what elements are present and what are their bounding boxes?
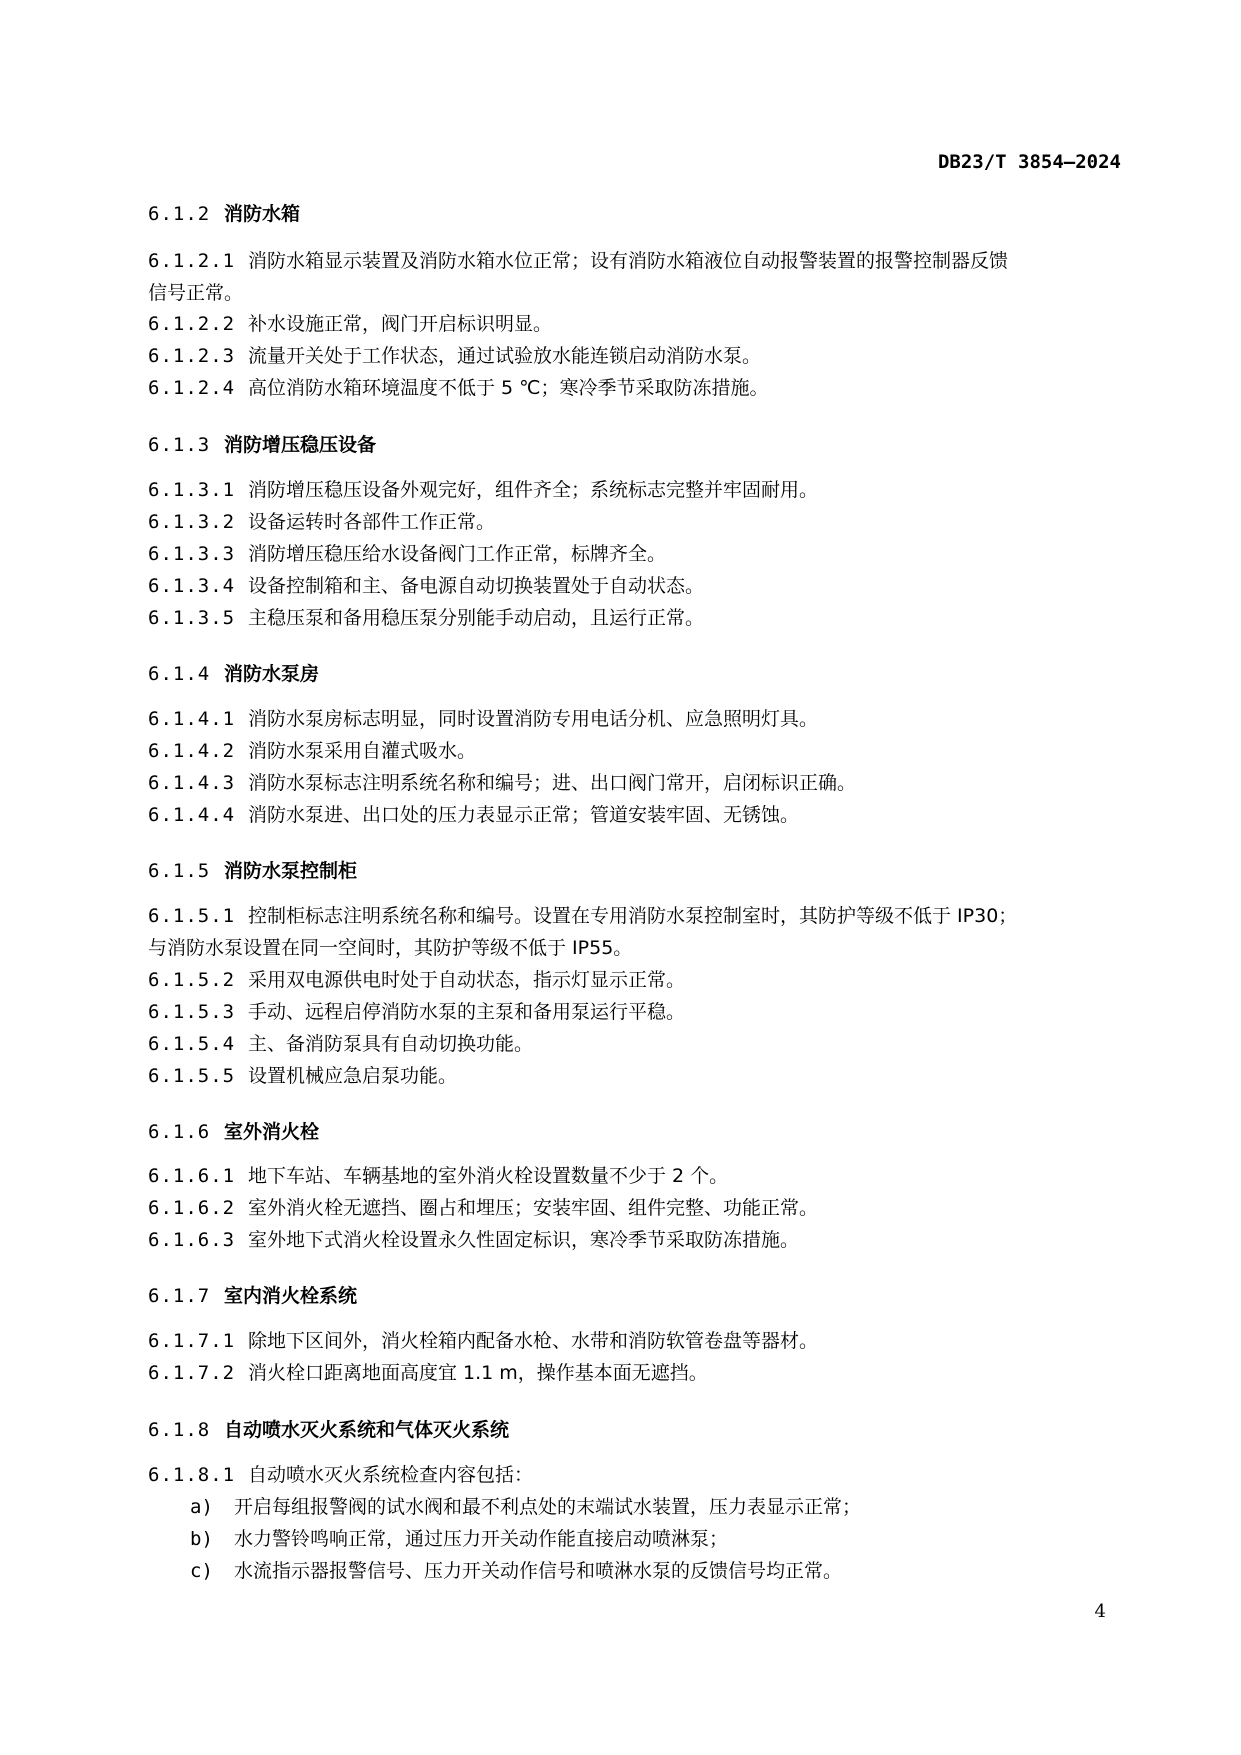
- list-marker: b): [190, 1528, 213, 1550]
- clause-text: 消防水泵房标志明显，同时设置消防专用电话分机、应急照明灯具。: [248, 708, 819, 730]
- clause-6-1-6-1: [148, 1160, 1121, 1192]
- clause-text: 室外地下式消火栓设置永久性固定标识，寒冷季节采取防冻措施。: [248, 1229, 800, 1251]
- clause-number: 6.1.5.5: [148, 1065, 236, 1087]
- section-title: 室内消火栓系统: [224, 1285, 358, 1307]
- clause-text: 除地下区间外，消火栓箱内配备水枪、水带和消防软管卷盘等器材。: [248, 1330, 819, 1352]
- clause-6-1-3-4: [148, 570, 1121, 602]
- clause-6-1-4-3: [148, 767, 1121, 799]
- clause-text-line1: 控制柜标志注明系统名称和编号。设置在专用消防水泵控制室时，其防护等级不低于 IP30；: [248, 905, 1018, 927]
- clause-number: 6.1.6.3: [148, 1229, 236, 1251]
- section-title: 消防水泵房: [224, 663, 320, 685]
- clause-6-1-5-3: [148, 996, 1121, 1028]
- clause-text: 自动喷水灭火系统检查内容包括：: [248, 1464, 534, 1486]
- clause-text: 设备运转时各部件工作正常。: [248, 511, 496, 533]
- clause-number: 6.1.5.2: [148, 969, 236, 991]
- clause-6-1-6-3: [148, 1224, 1121, 1256]
- section-heading-6-1-3: [148, 430, 376, 457]
- list-marker: c): [190, 1560, 213, 1582]
- list-item-c: [190, 1555, 842, 1587]
- clause-text: 地下车站、车辆基地的室外消火栓设置数量不少于 2 个。: [248, 1165, 729, 1187]
- clause-6-1-2-1-continued: [148, 277, 1121, 309]
- clause-text: 消防增压稳压给水设备阀门工作正常，标牌齐全。: [248, 543, 667, 565]
- clause-6-1-4-2: [148, 735, 1121, 767]
- clause-number: 6.1.3.2: [148, 511, 236, 533]
- clause-number: 6.1.6.1: [148, 1165, 236, 1187]
- clause-number: 6.1.8.1: [148, 1464, 236, 1486]
- page-number: 4: [1094, 1601, 1106, 1622]
- clause-text: 室外消火栓无遮挡、圈占和埋压；安装牢固、组件完整、功能正常。: [248, 1197, 819, 1219]
- clause-6-1-2-2: [148, 308, 1121, 340]
- section-title: 消防增压稳压设备: [224, 434, 377, 456]
- clause-6-1-3-5: [148, 602, 1121, 634]
- clause-number: 6.1.4.2: [148, 740, 236, 762]
- clause-number: 6.1.3.4: [148, 575, 236, 597]
- section-heading-6-1-8: [148, 1415, 509, 1442]
- clause-number: 6.1.7.1: [148, 1330, 236, 1352]
- clause-number: 6.1.7.2: [148, 1362, 236, 1384]
- clause-text: 消防水泵标志注明系统名称和编号；进、出口阀门常开，启闭标识正确。: [248, 772, 857, 794]
- section-heading-6-1-2: [148, 199, 300, 226]
- clause-text: 主、备消防泵具有自动切换功能。: [248, 1033, 534, 1055]
- clause-number: 6.1.3.5: [148, 607, 236, 629]
- clause-text: 设置机械应急启泵功能。: [248, 1065, 458, 1087]
- list-marker: a): [190, 1496, 213, 1518]
- section-number: 6.1.5: [148, 860, 211, 882]
- clause-6-1-5-2: [148, 964, 1121, 996]
- section-title: 自动喷水灭火系统和气体灭火系统: [224, 1419, 510, 1441]
- list-item-text: 开启每组报警阀的试水阀和最不利点处的末端试水装置，压力表显示正常；: [234, 1496, 862, 1518]
- clause-number: 6.1.2.3: [148, 345, 236, 367]
- list-item-text: 水力警铃鸣响正常，通过压力开关动作能直接启动喷淋泵；: [234, 1528, 729, 1550]
- section-number: 6.1.7: [148, 1285, 211, 1307]
- document-code: DB23/T 3854—2024: [937, 151, 1121, 173]
- clause-6-1-7-1: [148, 1325, 1121, 1357]
- clause-6-1-5-1: [148, 900, 1121, 932]
- clause-6-1-3-2: [148, 506, 1121, 538]
- clause-text: 消火栓口距离地面高度宜 1.1 m，操作基本面无遮挡。: [248, 1362, 708, 1384]
- clause-6-1-2-4: [148, 372, 1121, 404]
- section-title: 消防水箱: [224, 203, 301, 225]
- clause-number: 6.1.2.2: [148, 313, 236, 335]
- clause-text: 流量开关处于工作状态，通过试验放水能连锁启动消防水泵。: [248, 345, 762, 367]
- clause-text: 消防水泵进、出口处的压力表显示正常；管道安装牢固、无锈蚀。: [248, 804, 800, 826]
- clause-text: 高位消防水箱环境温度不低于 5 ℃；寒冷季节采取防冻措施。: [248, 377, 769, 399]
- clause-number: 6.1.5.1: [148, 905, 236, 927]
- clause-number: 6.1.2.4: [148, 377, 236, 399]
- clause-6-1-5-5: [148, 1060, 1121, 1092]
- clause-text: 消防水泵采用自灌式吸水。: [248, 740, 477, 762]
- section-number: 6.1.2: [148, 203, 211, 225]
- section-title: 消防水泵控制柜: [224, 860, 358, 882]
- section-heading-6-1-5: [148, 856, 357, 883]
- clause-6-1-4-1: [148, 703, 1121, 735]
- clause-number: 6.1.3.1: [148, 479, 236, 501]
- clause-6-1-2-1: [148, 245, 1121, 277]
- clause-text: 消防增压稳压设备外观完好，组件齐全；系统标志完整并牢固耐用。: [248, 479, 819, 501]
- clause-number: 6.1.2.1: [148, 250, 236, 272]
- clause-number: 6.1.4.4: [148, 804, 236, 826]
- clause-number: 6.1.3.3: [148, 543, 236, 565]
- clause-text: 主稳压泵和备用稳压泵分别能手动启动，且运行正常。: [248, 607, 705, 629]
- clause-text-line2: 信号正常。: [148, 282, 244, 304]
- clause-6-1-5-4: [148, 1028, 1121, 1060]
- section-heading-6-1-6: [148, 1117, 319, 1144]
- section-heading-6-1-4: [148, 659, 319, 686]
- section-number: 6.1.4: [148, 663, 211, 685]
- clause-6-1-2-3: [148, 340, 1121, 372]
- clause-text-line1: 消防水箱显示装置及消防水箱水位正常；设有消防水箱液位自动报警装置的报警控制器反馈: [248, 250, 1009, 272]
- clause-number: 6.1.5.4: [148, 1033, 236, 1055]
- clause-text: 设备控制箱和主、备电源自动切换装置处于自动状态。: [248, 575, 705, 597]
- clause-text-line2: 与消防水泵设置在同一空间时，其防护等级不低于 IP55。: [148, 937, 633, 959]
- section-title: 室外消火栓: [224, 1121, 320, 1143]
- clause-text: 补水设施正常，阀门开启标识明显。: [248, 313, 553, 335]
- clause-6-1-4-4: [148, 799, 1121, 831]
- list-item-a: [190, 1491, 861, 1523]
- clause-text: 手动、远程启停消防水泵的主泵和备用泵运行平稳。: [248, 1001, 686, 1023]
- clause-number: 6.1.4.3: [148, 772, 236, 794]
- clause-text: 采用双电源供电时处于自动状态，指示灯显示正常。: [248, 969, 686, 991]
- clause-6-1-6-2: [148, 1192, 1121, 1224]
- clause-6-1-5-1-continued: [148, 932, 1121, 964]
- clause-6-1-7-2: [148, 1357, 1121, 1389]
- clause-6-1-8-1: [148, 1459, 1121, 1491]
- list-item-b: [190, 1523, 728, 1555]
- clause-number: 6.1.6.2: [148, 1197, 236, 1219]
- clause-number: 6.1.5.3: [148, 1001, 236, 1023]
- clause-6-1-3-3: [148, 538, 1121, 570]
- section-number: 6.1.6: [148, 1121, 211, 1143]
- list-item-text: 水流指示器报警信号、压力开关动作信号和喷淋水泵的反馈信号均正常。: [234, 1560, 843, 1582]
- section-number: 6.1.3: [148, 434, 211, 456]
- clause-number: 6.1.4.1: [148, 708, 236, 730]
- clause-6-1-3-1: [148, 474, 1121, 506]
- section-heading-6-1-7: [148, 1281, 357, 1308]
- section-number: 6.1.8: [148, 1419, 211, 1441]
